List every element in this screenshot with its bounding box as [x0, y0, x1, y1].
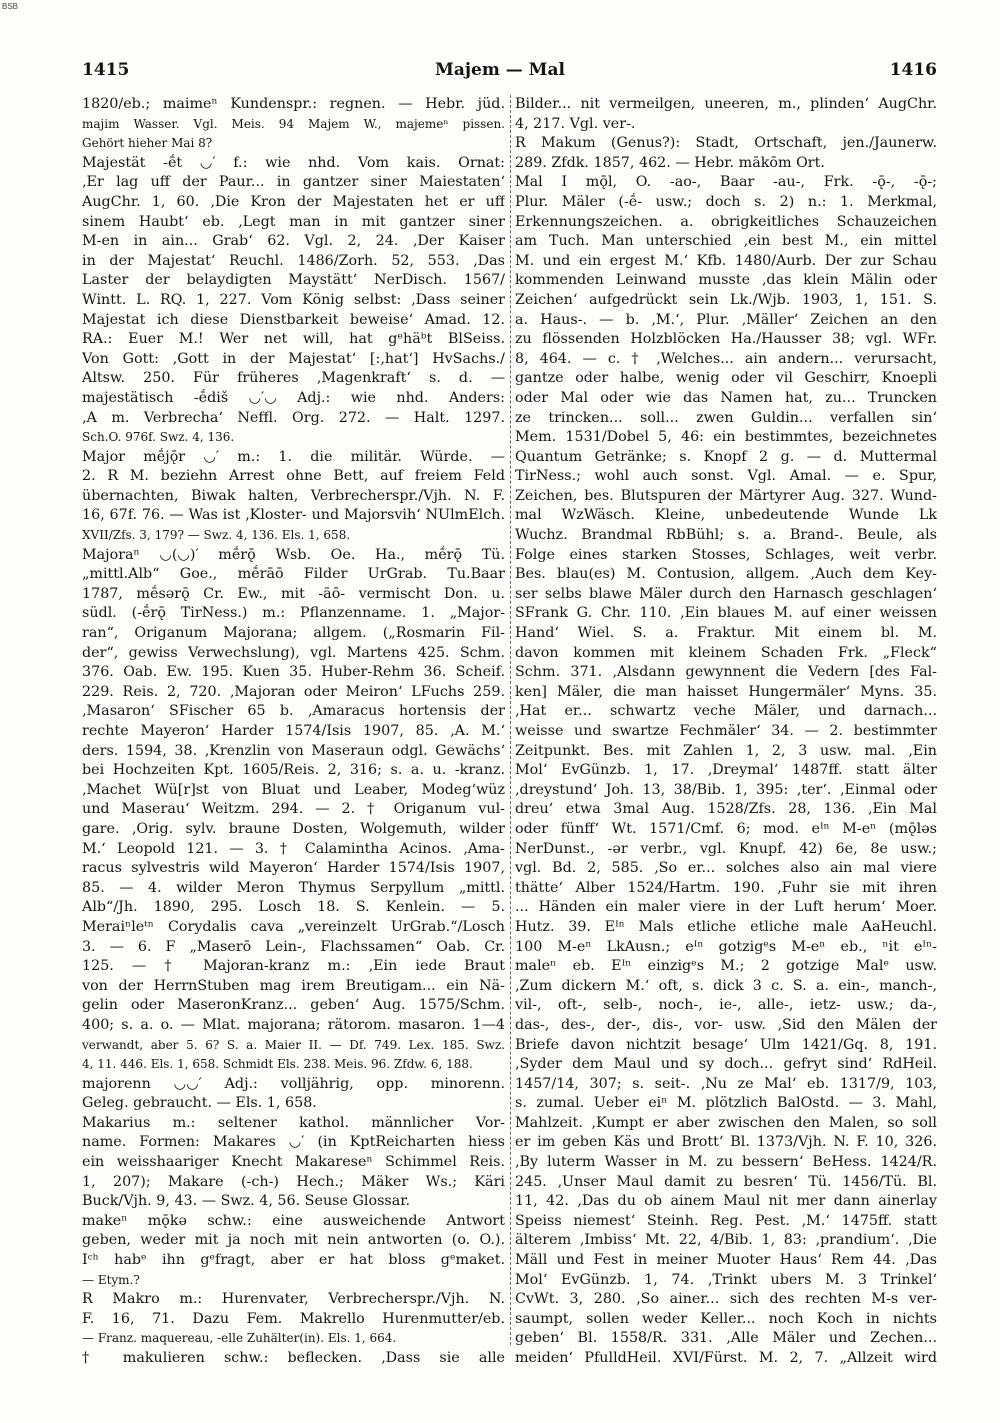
text-line: racus sylvestris wild Mayeron‘ Harder 1574/Isis 1907,	[82, 860, 505, 877]
text-line: er im geben Käs und Brott‘ Bl. 1373/Vjh. N. F. 10, 326.	[515, 1134, 937, 1151]
text-line: majim Wasser. Vgl. Meis. 94 Majem W., majemeⁿ pissen.	[82, 116, 505, 131]
text-line: vil-, oft-, selb-, noch-, ie-, alle-, ietz- usw.; da-,	[515, 997, 937, 1014]
text-line: maleⁿ eb. Eᴵⁿ einzigᵉs M.; 2 gotzige Malᵉ usw.	[515, 958, 937, 975]
text-line: ders. 1594, 38. ‚Krenzlin von Maseraun odgl. Gewächs‘	[82, 742, 505, 759]
text-line: ‚By luterm Wasser in M. zu bessern‘ BeHess. 1424/R.	[515, 1154, 937, 1171]
text-line: Meraiⁿleᵗⁿ Corydalis cava „vereinzelt UrGrab.“/Losch	[82, 918, 505, 935]
text-line: 229. Reis. 2, 720. ‚Majoran oder Meiron‘ LFuchs 259.	[82, 683, 505, 700]
text-line: 16, 67f. 76. — Was ist ‚Kloster- und Majorsvih‘ NUlmElch.	[82, 507, 505, 524]
text-line: AugChr. 1, 60. ‚Die Kron der Majestaten het er uff	[82, 193, 505, 210]
text-line: 289. Zfdk. 1857, 462. — Hebr. mākōm Ort.	[515, 154, 825, 171]
text-line: zu flössenden Holzblöcken Ha./Hausser 38; vgl. WFr.	[515, 331, 937, 348]
text-line: Major mḗjǭr ◡′ m.: 1. die militär. Würde. —	[82, 448, 505, 465]
text-line: TirNess.; wohl auch sonst. Vgl. Amal. — e. Spur,	[515, 468, 937, 485]
text-line: a. Haus-. — b. ‚M.‘, Plur. ‚Mäller‘ Zeichen an den	[515, 311, 937, 328]
text-line: ‚Syder dem Maul und sy doch... gefryt sind‘ RdHeil.	[515, 1056, 937, 1073]
text-line: südl. (-ḗrǭ TirNess.) m.: Pflanzenname. 1. „Major-	[82, 605, 505, 622]
right-page-number: 1416	[889, 60, 937, 80]
text-line: 1457/14, 307; s. seit-. ‚Nu ze Mal‘ eb. 1317/9, 103,	[515, 1075, 937, 1092]
text-line: SFrank G. Chr. 110. ‚Ein blaues M. auf einer weissen	[515, 605, 937, 622]
text-line: 125. — † Majoran-kranz m.: ‚Ein iede Braut	[82, 958, 505, 975]
text-line: ... Händen ein maler viere in der Luft herum‘ Moer.	[515, 899, 937, 916]
text-line: R Makum (Genus?): Stadt, Ortschaft, jen./Jaunerw.	[515, 135, 937, 152]
right-column	[515, 95, 937, 1369]
text-line: M. und ein ergest M.‘ Kfb. 1480/Aurb. Der zur Schau	[515, 252, 937, 269]
text-line: 4, 217. Vgl. ver-.	[515, 115, 636, 132]
running-title: Majem — Mal	[435, 60, 565, 80]
text-line: verwandt, aber 5. 6? S. a. Maier II. — Df. 749. Lex. 185. Swz.	[82, 1037, 505, 1052]
text-line: — Franz. maquereau, -elle Zuhälter(in). Els. 1, 664.	[82, 1331, 397, 1346]
text-line: oder Mal oder wie das Namen hat, zu... Truncken	[515, 389, 937, 406]
text-line: älterem ‚Imbiss‘ Mt. 22, 4/Bib. 1, 83: ‚prandium‘. ‚Die	[515, 1232, 937, 1249]
text-line: Mol‘ EvGünzb. 1, 74. ‚Trinkt ubers M. 3 Trinkel‘	[515, 1271, 937, 1288]
text-line: ze trincken... soll... zwen Guldin... verfallen sin‘	[515, 409, 937, 426]
text-line: Zeichen, bes. Blutspuren der Märtyrer Aug. 327. Wund-	[515, 487, 937, 504]
text-line: kommenden Leinwand musste ‚das klein Mälin oder	[515, 272, 937, 289]
text-line: Speiss niemest‘ Steinh. Reg. Pest. ‚M.‘ 1475ff. statt	[515, 1212, 937, 1229]
text-line: in der Majestat‘ Reuchl. 1486/Zorh. 52, 553. ‚Das	[82, 252, 505, 269]
text-line: 85. — 4. wilder Meron Thymus Serpyllum „mittl.	[82, 879, 505, 896]
text-line: sinem Haubt‘ eb. ‚Legt man in mit gantzer siner	[82, 213, 505, 230]
text-line: Wuchz. Brandmal RbBühl; s. a. Brand-. Beule, als	[515, 527, 937, 544]
text-line: Laster der belaydigten Maystätt‘ NerDisch. 1567/	[82, 272, 505, 289]
left-column	[82, 95, 505, 1369]
text-line: Hutz. 39. Eᴵⁿ Mals etliche etliche male AaHeuchl.	[515, 918, 937, 935]
text-line: Altsw. 250. Für früheres ‚Magenkraft‘ s. d. —	[82, 370, 505, 387]
text-line: ‚Zum dickern M.‘ oft, s. dick 3 c. S. a. ein-, manch-,	[515, 977, 937, 994]
text-line: und Maserau‘ Weitzm. 294. — 2. † Origanum vul-	[82, 801, 505, 818]
text-line: gelin oder MaseronKranz... geben‘ Aug. 1575/Schm.	[82, 997, 505, 1014]
text-line: F. 16, 71. Dazu Fem. Makrello Hurenmutter/eb.	[82, 1310, 505, 1327]
text-line: Makarius m.: seltener kathol. männlicher Vor-	[82, 1114, 505, 1131]
text-line: Bilder... nit vermeilgen, uneeren, m., plinden‘ AugChr.	[515, 96, 937, 112]
text-line: thätte‘ Alber 1524/Hartm. 190. ‚Fuhr sie mit ihren	[515, 879, 937, 896]
text-line: R Makro m.: Hurenvater, Verbrecherspr./Vjh. N.	[82, 1291, 505, 1308]
text-line: 1820/eb.; maimeⁿ Kundenspr.: regnen. — Hebr. jüd.	[82, 96, 505, 112]
text-line: weisse und swartze Fechmäler‘ 34. — 2. bestimmter	[515, 723, 937, 739]
text-line: gantze oder halbe, wenig oder vil Geschirr, Knoepli	[515, 370, 937, 387]
text-line: majorenn ◡◡′ Adj.: volljährig, opp. minorenn.	[82, 1075, 505, 1092]
text-line: Hand‘ Wiel. S. a. Fraktur. Mit einem bl. M.	[515, 625, 937, 642]
text-line: ser selbs blawe Mäler durch den Harnasch geschlagen‘	[515, 585, 937, 602]
text-line: 8, 464. — c. † ‚Welches... ain andern... verursacht,	[515, 350, 937, 367]
text-line: 376. Oab. Ew. 195. Kuen 35. Huber-Rehm 36. Scheif.	[82, 664, 505, 681]
text-line: NerDunst., -ər verbr., vgl. Knupf. 42) 6e, 8e usw.;	[515, 840, 937, 857]
text-line: Bes. blau(es) M. Contusion, allgem. ‚Auch dem Key-	[515, 566, 937, 583]
text-line: Plur. Mäler (-ḗ- usw.; doch s. 2) n.: 1. Merkmal,	[515, 193, 937, 210]
text-line: meiden‘ PfulldHeil. XVI/Fürst. M. 2, 7. „Allzeit wird	[515, 1350, 937, 1366]
text-line: XVII/Zfs. 3, 179? — Swz. 4, 136. Els. 1, 658.	[82, 528, 351, 543]
text-line: s. zumal. Ueber eiⁿ M. plötzlich BalOstd. — 3. Mahl,	[515, 1095, 937, 1112]
text-line: M.‘ Leopold 121. — 3. † Calamintha Acinos. ‚Ama-	[82, 840, 505, 857]
text-line: CvWt. 3, 280. ‚So ainer... sich des rechten M-s ver-	[515, 1291, 937, 1308]
text-line: makeⁿ mǭkə schw.: eine ausweichende Antwort	[82, 1212, 505, 1229]
text-line: 2. R M. beziehn Arrest ohne Bett, auf freiem Feld	[82, 468, 505, 485]
text-line: bei Hochzeiten Kpt. 1605/Reis. 2, 316; s. a. u. -kranz.	[82, 762, 505, 779]
text-line: mal WzWäsch. Kleine, unbedeutende Wunde Lk	[515, 507, 937, 524]
text-line: dreu‘ etwa 3mal Aug. 1528/Zfs. 28, 136. ‚Ein Mal	[515, 801, 937, 818]
text-line: name. Formen: Makares ◡′ (in KptReicharten hiess	[82, 1134, 505, 1151]
text-line: ‚Machet Wü[r]st von Bluat und Leaber, Modeg‘wüz	[82, 781, 505, 798]
text-line: 100 M-eⁿ LkAusn.; eᴵⁿ gotzigᵉs M-eⁿ eb., ⁿit eᴵⁿ-	[515, 938, 937, 955]
text-line: Quantum Getränke; s. Knopf 2 g. — d. Muttermal	[515, 448, 937, 465]
text-line: Mäll und Fest in meiner Muoter Haus‘ Rem 44. ‚Das	[515, 1252, 937, 1269]
text-line: Mol‘ EvGünzb. 1, 17. ‚Dreymal‘ 1487ff. statt älter	[515, 762, 937, 779]
text-line: Folge eines starken Stosses, Schlages, weit verbr.	[515, 546, 937, 563]
text-line: saumpt, sollen weder Keller... noch Koch in nichts	[515, 1310, 937, 1327]
text-line: ‚A m. Verbrecha‘ Neffl. Org. 272. — Halt. 1297.	[82, 409, 505, 426]
text-line: „mittl.Alb“ Goe., mḗrāō Filder UrGrab. Tu.Baar	[82, 566, 505, 583]
text-line: Iᶜʰ habᵉ ihn gᵉfragt, aber er hat bloss gᵉmaket.	[82, 1252, 505, 1269]
text-line: † makulieren schw.: beflecken. ‚Dass sie alle	[82, 1350, 505, 1366]
text-line: 11, 42. ‚Das du ob ainem Maul nit mer dann ainerlay	[515, 1193, 937, 1210]
text-line: ‚dreystund‘ Joh. 13, 38/Bib. 1, 395: ‚ter‘. ‚Einmal oder	[515, 781, 937, 798]
text-line: oder fünff‘ Wt. 1571/Cmf. 6; mod. eᴵⁿ M-eⁿ (mǭləs	[515, 820, 937, 837]
text-line: am Tuch. Man unterschied ‚ein best M., ein mittel	[515, 233, 937, 250]
text-line: Alb“/Jh. 1890, 295. Losch 18. S. Kenlein. — 5.	[82, 899, 505, 916]
text-line: Geleg. gebraucht. — Els. 1, 658.	[82, 1095, 317, 1112]
text-line: Sch.O. 976f. Swz. 4, 136.	[82, 430, 235, 445]
text-line: ‚Hat er... schwartz veche Mäler, und darnach...	[515, 703, 937, 720]
text-line: geben, weder mit ja noch mit nein antworten (o. O.).	[82, 1232, 505, 1249]
text-line: Mahlzeit. ‚Kumpt er aber zwischen den Malen, so soll	[515, 1114, 937, 1131]
text-line: vgl. Bd. 2, 585. ‚So er... solches also ain mal viere	[515, 860, 937, 877]
text-line: übernachten, Biwak halten, Verbrecherspr./Vjh. N. F.	[82, 487, 505, 504]
column-divider	[510, 95, 511, 1345]
text-line: davon kommen mit kleinem Schaden Frk. „Fleck“	[515, 644, 937, 661]
text-line: Mem. 1531/Dobel 5, 46: ein bestimmtes, bezeichnetes	[515, 429, 937, 446]
text-line: rechte Mayeron‘ Harder 1574/Isis 1907, 85. ‚A. M.‘	[82, 723, 505, 739]
text-line: 4, 11. 446. Els. 1, 658. Schmidt Els. 238. Meis. 96. Zfdw. 6, 188.	[82, 1057, 473, 1072]
text-line: Erkennungszeichen. a. obrigkeitliches Schauzeichen	[515, 213, 937, 230]
text-line: Mal I mǭl, O. -ao-, Baar -au-, Frk. -ǭ-, -ǭ-;	[515, 174, 937, 191]
left-page-number: 1415	[82, 60, 130, 80]
text-line: RA.: Euer M.! Wer net will, hat gᵉhäᵇt BlSeiss.	[82, 331, 505, 348]
text-line: von der HerrnStuben mag irem Breutigam... ein Nä-	[82, 977, 505, 994]
text-line: — Etym.?	[82, 1272, 140, 1287]
text-line: das-, des-, der-, dis-, vor- usw. ‚Sid den Mälen der	[515, 1016, 937, 1033]
text-line: 400; s. a. o. — Mlat. majorana; rätorom. masaron. 1—4	[82, 1016, 505, 1033]
text-line: Buck/Vjh. 9, 43. — Swz. 4, 56. Seuse Glossar.	[82, 1193, 411, 1210]
text-line: ran“, Origanum Majorana; allgem. („Rosmarin Fil-	[82, 625, 505, 642]
text-line: der“, gewiss Verwechslung), vgl. Martens 425. Schm.	[82, 644, 505, 661]
text-line: 1, 207); Makare (-ch-) Hech.; Mäker Ws.; Käri	[82, 1173, 505, 1190]
text-line: majestätisch -ḗdiš ◡′◡ Adj.: wie nhd. Anders:	[82, 389, 505, 406]
text-line: Majestät -ḗt ◡′ f.: wie nhd. Vom kais. Ornat:	[82, 154, 505, 171]
text-line: Gehört hieher Mai 8?	[82, 136, 213, 151]
text-line: 245. ‚Unser Maul damit zu besren‘ Tü. 1456/Tü. Bl.	[515, 1173, 937, 1190]
text-line: ein weisshaariger Knecht Makareseⁿ Schimmel Reis.	[82, 1154, 505, 1171]
text-line: Schm. 371. ‚Alsdann gewynnent die Vedern [des Fal-	[515, 664, 937, 681]
text-line: ken] Mäler, die man haisset Hungermäler‘ Myns. 35.	[515, 683, 937, 700]
text-line: Zeitpunkt. Bes. mit Zahlen 1, 2, 3 usw. mal. ‚Ein	[515, 742, 937, 759]
text-line: Von Gott: ‚Gott in der Majestat‘ [:‚hat‘] HvSachs./	[82, 350, 505, 367]
text-line: Wintt. L. RQ. 1, 227. Vom König selbst: ‚Dass seiner	[82, 291, 505, 308]
text-line: 3. — 6. F „Maserō Lein-, Flachssamen“ Oab. Cr.	[82, 938, 505, 955]
text-line: Majoraⁿ ◡(◡)′ mḗrǭ Wsb. Oe. Ha., mḗrǭ Tü.	[82, 546, 505, 563]
text-line: M-en in ain... Grab‘ 62. Vgl. 2, 24. ‚Der Kaiser	[82, 233, 505, 250]
text-line: gare. ‚Orig. sylv. braune Dosten, Wolgemuth, wilder	[82, 820, 505, 837]
text-line: ‚Masaron‘ SFischer 65 b. ‚Amaracus hortensis der	[82, 703, 505, 720]
text-line: ‚Er lag uff der Paur... in gantzer siner Maiestaten‘	[82, 174, 505, 191]
text-line: 1787, mḗsərǭ Cr. Ew., mit -āō- vermischt Don. u.	[82, 585, 505, 602]
text-line: Zeichen‘ aufgedrückt sein Lk./Wjb. 1903, 1, 151. S.	[515, 291, 937, 308]
text-line: geben‘ Bl. 1558/R. 331. ‚Alle Mäler und Zechen...	[515, 1330, 937, 1347]
text-line: Briefe davon nichtzit besage‘ Ulm 1421/Gq. 8, 191.	[515, 1036, 937, 1053]
library-stamp: BSB	[2, 2, 19, 11]
text-line: Majestat ich diese Dienstbarkeit beweise‘ Amad. 12.	[82, 311, 505, 328]
